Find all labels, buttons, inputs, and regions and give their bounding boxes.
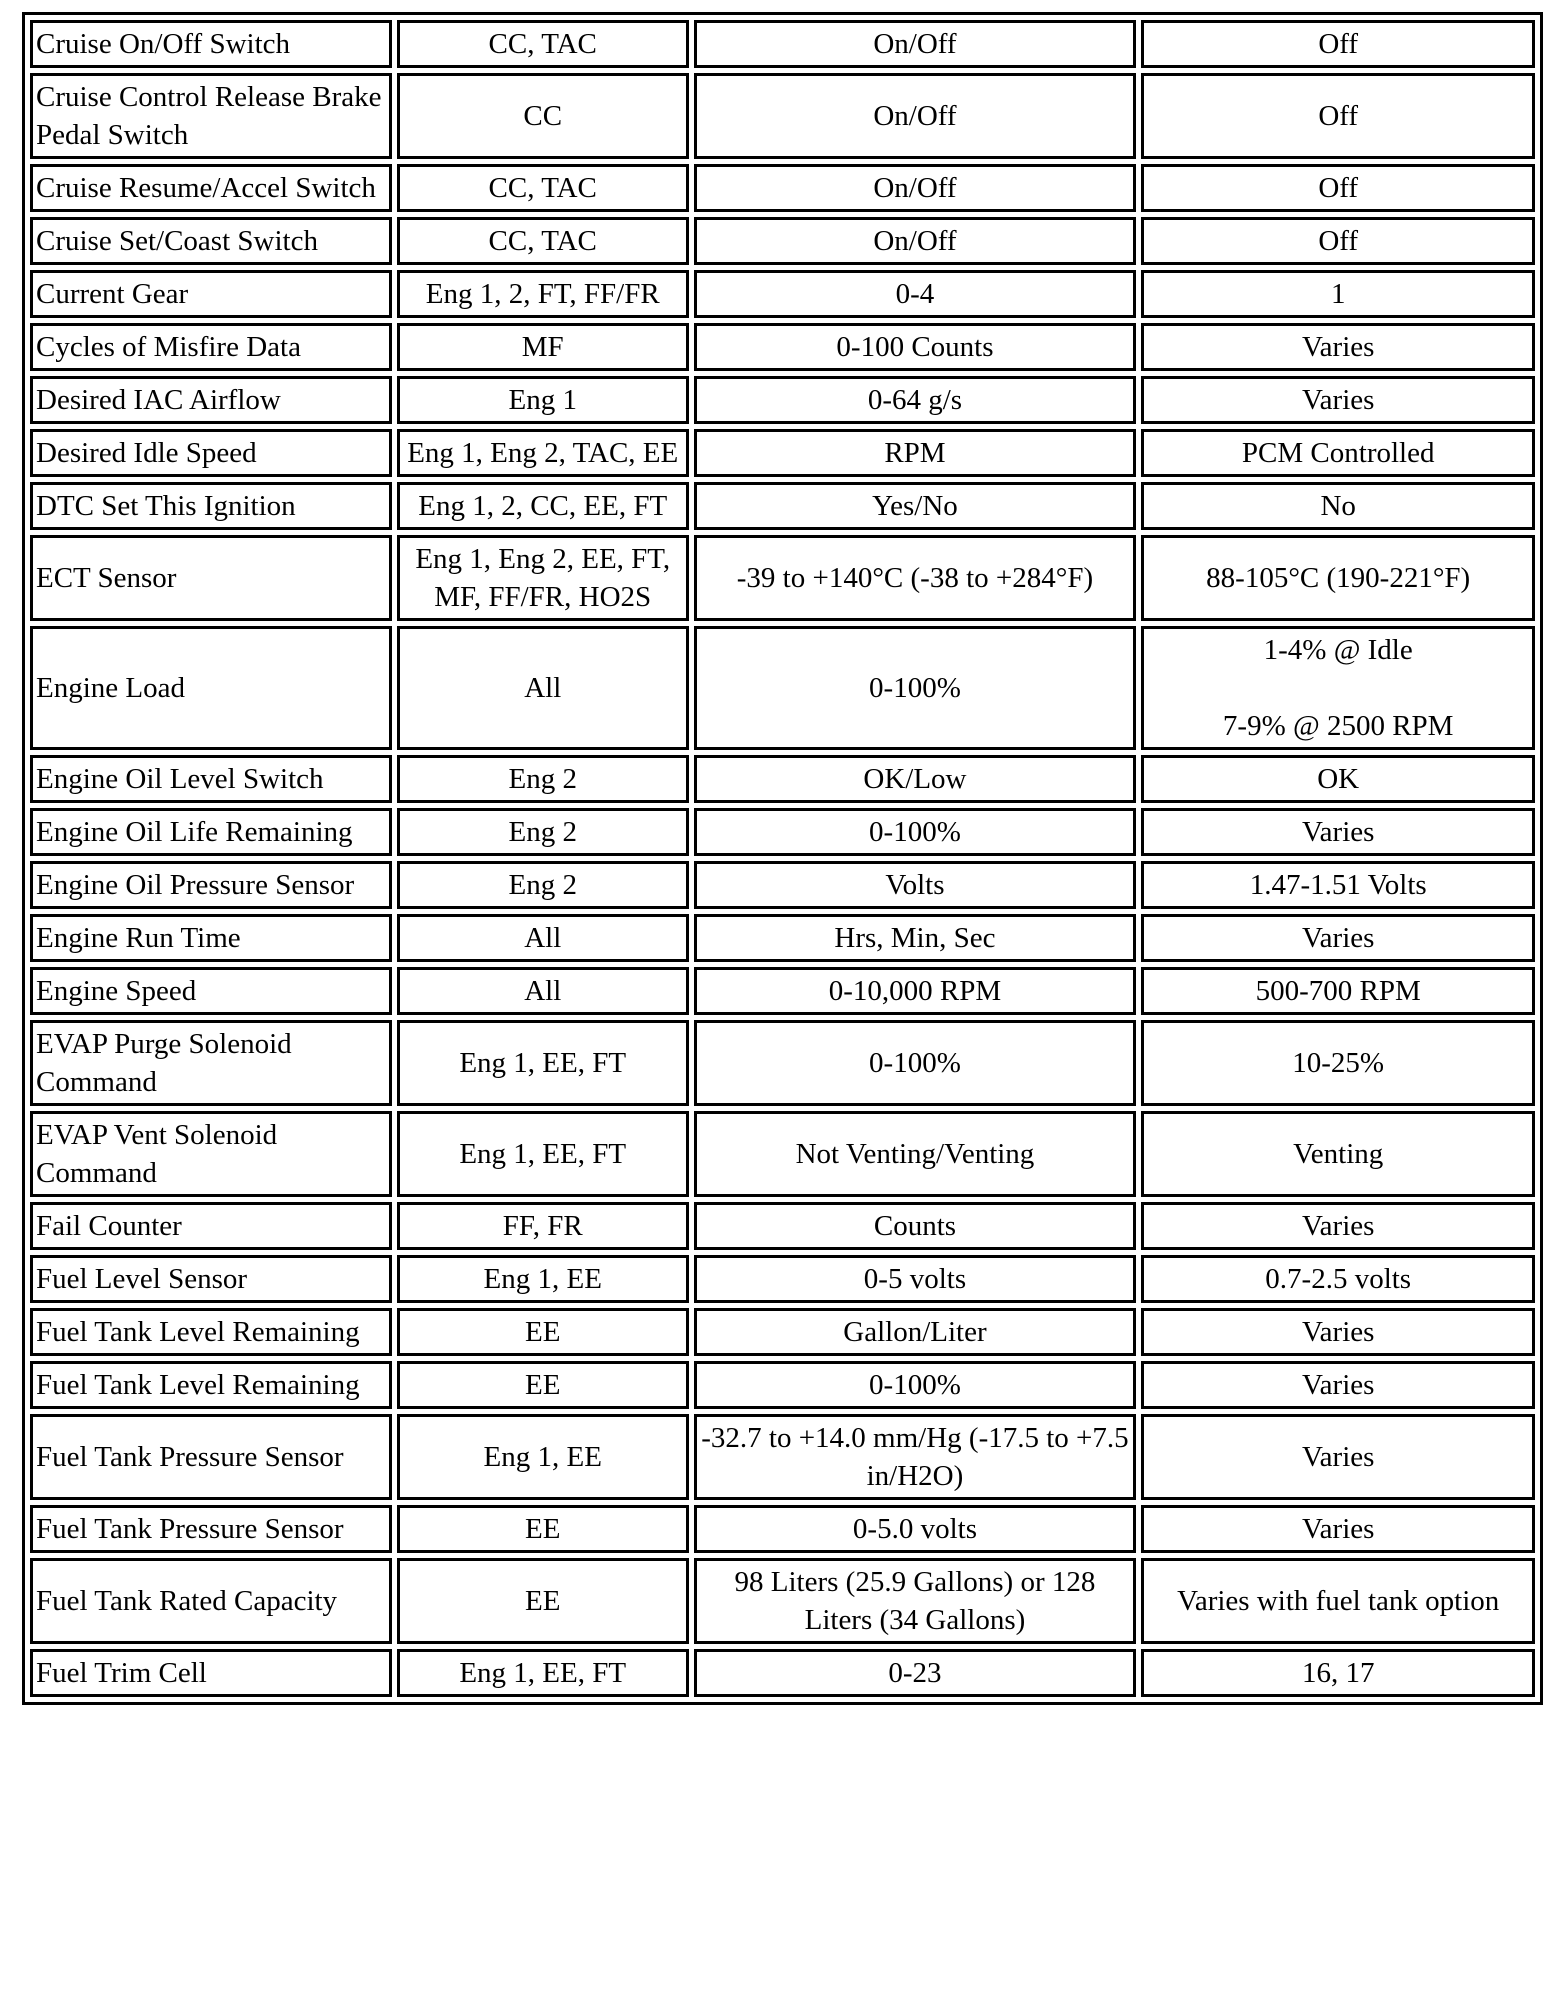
parameter-name-cell: Current Gear — [30, 270, 392, 318]
typical-value-cell: Varies — [1141, 914, 1535, 962]
typical-value-cell: Varies — [1141, 323, 1535, 371]
parameter-name-cell: Cruise Set/Coast Switch — [30, 217, 392, 265]
range-cell: Counts — [694, 1202, 1137, 1250]
parameter-name-cell: Cruise Resume/Accel Switch — [30, 164, 392, 212]
parameter-name-cell: Engine Oil Life Remaining — [30, 808, 392, 856]
range-cell: OK/Low — [694, 755, 1137, 803]
table-row — [30, 535, 1535, 621]
table-row — [30, 164, 1535, 212]
parameter-name-cell: DTC Set This Ignition — [30, 482, 392, 530]
parameter-name-cell: Fuel Tank Pressure Sensor — [30, 1505, 392, 1553]
system-cell: Eng 1, EE, FT — [397, 1020, 689, 1106]
table-row — [30, 429, 1535, 477]
typical-value-cell: Varies — [1141, 1202, 1535, 1250]
range-cell: 0-5 volts — [694, 1255, 1137, 1303]
system-cell: EE — [397, 1505, 689, 1553]
typical-value-cell: Off — [1141, 217, 1535, 265]
typical-value-cell: Varies with fuel tank option — [1141, 1558, 1535, 1644]
range-cell: 0-100% — [694, 1361, 1137, 1409]
typical-value-cell: OK — [1141, 755, 1535, 803]
range-cell: 0-10,000 RPM — [694, 967, 1137, 1015]
system-cell: EE — [397, 1558, 689, 1644]
range-cell: 0-4 — [694, 270, 1137, 318]
table-row — [30, 20, 1535, 68]
system-cell: EE — [397, 1361, 689, 1409]
typical-value-cell: Off — [1141, 20, 1535, 68]
typical-value-cell: No — [1141, 482, 1535, 530]
parameter-name-cell: Fuel Tank Level Remaining — [30, 1308, 392, 1356]
range-cell: On/Off — [694, 164, 1137, 212]
system-cell: FF, FR — [397, 1202, 689, 1250]
system-cell: CC, TAC — [397, 217, 689, 265]
range-cell: On/Off — [694, 20, 1137, 68]
parameter-name-cell: Cruise Control Release Brake Pedal Switch — [30, 73, 392, 159]
system-cell: CC, TAC — [397, 164, 689, 212]
range-cell: 0-100% — [694, 626, 1137, 750]
system-cell: Eng 1, EE — [397, 1414, 689, 1500]
table-row — [30, 755, 1535, 803]
range-cell: -39 to +140°C (-38 to +284°F) — [694, 535, 1137, 621]
system-cell: CC, TAC — [397, 20, 689, 68]
system-cell: Eng 2 — [397, 808, 689, 856]
table-row — [30, 1255, 1535, 1303]
table-row — [30, 914, 1535, 962]
table-row — [30, 1558, 1535, 1644]
system-cell: EE — [397, 1308, 689, 1356]
parameter-name-cell: Engine Oil Level Switch — [30, 755, 392, 803]
typical-value-cell: 0.7-2.5 volts — [1141, 1255, 1535, 1303]
parameter-name-cell: Engine Load — [30, 626, 392, 750]
typical-value-cell: Varies — [1141, 1361, 1535, 1409]
range-cell: 0-23 — [694, 1649, 1137, 1697]
system-cell: All — [397, 914, 689, 962]
parameter-name-cell: ECT Sensor — [30, 535, 392, 621]
typical-value-cell: 1-4% @ Idle 7-9% @ 2500 RPM — [1141, 626, 1535, 750]
system-cell: Eng 1, Eng 2, EE, FT, MF, FF/FR, HO2S — [397, 535, 689, 621]
range-cell: On/Off — [694, 73, 1137, 159]
typical-value-cell: Varies — [1141, 1308, 1535, 1356]
system-cell: Eng 1, EE, FT — [397, 1111, 689, 1197]
parameter-name-cell: Fail Counter — [30, 1202, 392, 1250]
parameter-name-cell: Cycles of Misfire Data — [30, 323, 392, 371]
table-row — [30, 270, 1535, 318]
system-cell: Eng 1, Eng 2, TAC, EE — [397, 429, 689, 477]
table-row — [30, 217, 1535, 265]
range-cell: -32.7 to +14.0 mm/Hg (-17.5 to +7.5 in/H2O) — [694, 1414, 1137, 1500]
range-cell: 0-64 g/s — [694, 376, 1137, 424]
range-cell: 0-100 Counts — [694, 323, 1137, 371]
range-cell: 98 Liters (25.9 Gallons) or 128 Liters (34 Gallons) — [694, 1558, 1137, 1644]
parameter-name-cell: EVAP Vent Solenoid Command — [30, 1111, 392, 1197]
typical-value-cell: Varies — [1141, 376, 1535, 424]
parameter-name-cell: Cruise On/Off Switch — [30, 20, 392, 68]
table-row — [30, 1361, 1535, 1409]
table-row — [30, 1649, 1535, 1697]
parameter-name-cell: Engine Run Time — [30, 914, 392, 962]
range-cell: 0-100% — [694, 1020, 1137, 1106]
system-cell: Eng 1 — [397, 376, 689, 424]
parameter-name-cell: EVAP Purge Solenoid Command — [30, 1020, 392, 1106]
parameter-name-cell: Engine Oil Pressure Sensor — [30, 861, 392, 909]
table-row — [30, 1308, 1535, 1356]
system-cell: Eng 1, EE, FT — [397, 1649, 689, 1697]
table-row — [30, 1505, 1535, 1553]
range-cell: Volts — [694, 861, 1137, 909]
parameter-name-cell: Fuel Level Sensor — [30, 1255, 392, 1303]
typical-value-cell: 88-105°C (190-221°F) — [1141, 535, 1535, 621]
typical-value-cell: 10-25% — [1141, 1020, 1535, 1106]
system-cell: CC — [397, 73, 689, 159]
table-row — [30, 967, 1535, 1015]
system-cell: All — [397, 967, 689, 1015]
typical-value-cell: Varies — [1141, 808, 1535, 856]
table-row — [30, 1414, 1535, 1500]
system-cell: All — [397, 626, 689, 750]
system-cell: Eng 2 — [397, 755, 689, 803]
table-row — [30, 482, 1535, 530]
table-row — [30, 376, 1535, 424]
system-cell: Eng 1, 2, CC, EE, FT — [397, 482, 689, 530]
table-row — [30, 73, 1535, 159]
table-row — [30, 808, 1535, 856]
typical-value-cell: 16, 17 — [1141, 1649, 1535, 1697]
system-cell: Eng 1, 2, FT, FF/FR — [397, 270, 689, 318]
typical-value-cell: 500-700 RPM — [1141, 967, 1535, 1015]
range-cell: Hrs, Min, Sec — [694, 914, 1137, 962]
table-body — [30, 20, 1535, 1697]
system-cell: MF — [397, 323, 689, 371]
parameter-name-cell: Fuel Tank Level Remaining — [30, 1361, 392, 1409]
table-row — [30, 1020, 1535, 1106]
scan-tool-data-table — [22, 12, 1543, 1705]
typical-value-cell: 1 — [1141, 270, 1535, 318]
typical-value-cell: Varies — [1141, 1414, 1535, 1500]
parameter-name-cell: Fuel Trim Cell — [30, 1649, 392, 1697]
typical-value-cell: Off — [1141, 73, 1535, 159]
system-cell: Eng 2 — [397, 861, 689, 909]
table-row — [30, 323, 1535, 371]
typical-value-cell: Venting — [1141, 1111, 1535, 1197]
parameter-name-cell: Desired IAC Airflow — [30, 376, 392, 424]
range-cell: 0-5.0 volts — [694, 1505, 1137, 1553]
system-cell: Eng 1, EE — [397, 1255, 689, 1303]
range-cell: On/Off — [694, 217, 1137, 265]
range-cell: Not Venting/Venting — [694, 1111, 1137, 1197]
table-row — [30, 1111, 1535, 1197]
range-cell: RPM — [694, 429, 1137, 477]
parameter-name-cell: Fuel Tank Rated Capacity — [30, 1558, 392, 1644]
typical-value-cell: 1.47-1.51 Volts — [1141, 861, 1535, 909]
parameter-name-cell: Fuel Tank Pressure Sensor — [30, 1414, 392, 1500]
range-cell: Yes/No — [694, 482, 1137, 530]
table-row — [30, 861, 1535, 909]
range-cell: Gallon/Liter — [694, 1308, 1137, 1356]
table-row — [30, 1202, 1535, 1250]
parameter-name-cell: Desired Idle Speed — [30, 429, 392, 477]
range-cell: 0-100% — [694, 808, 1137, 856]
typical-value-cell: PCM Controlled — [1141, 429, 1535, 477]
typical-value-cell: Off — [1141, 164, 1535, 212]
typical-value-cell: Varies — [1141, 1505, 1535, 1553]
table-row — [30, 626, 1535, 750]
parameter-name-cell: Engine Speed — [30, 967, 392, 1015]
